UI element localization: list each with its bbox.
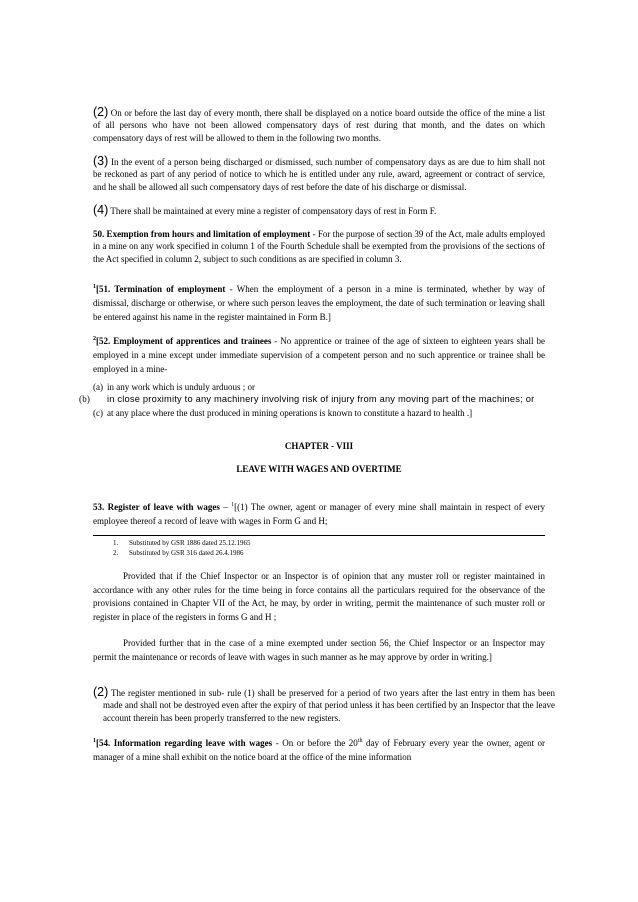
footnote-number: 2.	[113, 549, 119, 557]
section-51-text: - When the employment of a person in a mine is terminated, whether by way of dismissal, discharge or otherwise, or where such person leaves the employment, the date of such termination or leaving shall be entered against his name in the register maintained in Form B.]	[93, 284, 546, 322]
section-52-footnote-ref: 2	[93, 336, 96, 342]
section-50-text: - For the purpose of section 39 of the Act, male adults employed in a mine on any work specified in column 1 of the Fourth Schedule shall be exempted from the provisions of the sections of the Act specified in column 2, subject to such conditions as are specified in column 3.	[93, 229, 545, 264]
footnote-2	[113, 548, 244, 558]
list-item-label: (c)	[93, 407, 103, 418]
rule-3-text: In the event of a person being discharged or dismissed, such number of compensatory days as are due to him shall not be reckoned as part of any period of notice to which he is entitled under any rule, award, agreement or contract of service, and he shall be allowed all such compensatory days of rest before the date of his discharge or dismissal.	[93, 157, 545, 192]
section-54-paragraph	[93, 736, 545, 764]
list-item-text: at any place where the dust produced in mining operations is known to constitute a hazard to health .]	[107, 407, 473, 418]
list-item-text: in close proximity to any machinery involving risk of injury from any moving part of the machines; or	[107, 394, 535, 404]
list-item	[79, 394, 545, 406]
rule-4-paragraph	[93, 204, 545, 217]
section-53-2-paragraph	[93, 686, 555, 724]
footnote-number: 1.	[113, 539, 119, 547]
section-53-paragraph	[93, 500, 545, 528]
footnote-divider	[93, 535, 545, 536]
chapter-title: CHAPTER - VIII	[284, 441, 354, 451]
rule-3-number: (3)	[93, 154, 109, 168]
list-item-label: (a)	[93, 382, 103, 392]
section-50-heading: 50. Exemption from hours and limitation of employment	[93, 229, 311, 239]
chapter-subtitle: LEAVE WITH WAGES AND OVERTIME	[236, 464, 402, 474]
section-54-text-a: - On or before the 20	[272, 738, 358, 748]
rule-4-text: There shall be maintained at every mine a register of compensatory days of rest in Form F.	[108, 206, 437, 216]
section-51-paragraph	[93, 282, 545, 324]
rule-3-paragraph	[93, 155, 545, 193]
list-item-label: (b)	[79, 394, 91, 404]
section-51-footnote-ref: 1	[93, 284, 96, 290]
section-53-2-text: The register mentioned in sub- rule (1) shall be preserved for a period of two years after the last entry in them has been made and shall not be destroyed even after the expiry of that period unless it has been certified by an Inspector that the leave account therein has been properly transferred to the new registers.	[103, 688, 555, 723]
section-54-footnote-ref: 1	[93, 738, 96, 744]
rule-2-text: On or before the last day of every month, there shall be displayed on a notice board outside the office of the mine a list of all persons who have not been allowed compensatory days of rest during that month, and the dates on which compensatory days of rest will be allowed to them in the following two months.	[93, 108, 545, 143]
rule-2-paragraph	[93, 106, 545, 144]
section-54-ordinal: th	[357, 738, 363, 744]
proviso-1: Provided that if the Chief Inspector or an Inspector is of opinion that any muster roll or register maintained in accordance with any other rules for the time being in force contains all the particulars required for the observance of the provisions contained in Chapter VII of the Act, he may, by order in writing, permit the maintenance of such muster roll or register in place of the registers in forms G and H ;	[93, 571, 545, 622]
section-53-heading: 53. Register of leave with wages	[93, 502, 220, 512]
section-54-text-b: day of February every year the owner, agent or manager of a mine shall exhibit on the notice board at the office of the mine information	[93, 738, 545, 762]
section-54-heading: [54. Information regarding leave with wages	[96, 738, 273, 748]
rule-2-number: (2)	[93, 105, 109, 119]
section-52-text: - No apprentice or trainee of the age of sixteen to eighteen years shall be employed in a mine except under immediate supervision of a competent person and no such apprentice or trainee shall be employed in a mine-	[93, 336, 546, 374]
list-item-text: in any work which is unduly arduous ; or	[107, 382, 255, 392]
rule-4-number: (4)	[93, 203, 109, 217]
section-53-dash: –	[219, 502, 232, 512]
footnote-text: Substituted by GSR 1886 dated 25.12.1965	[129, 539, 251, 547]
section-51-heading: [51. Termination of employment	[96, 284, 226, 294]
section-52-list	[79, 381, 545, 420]
section-53-2-number: (2)	[93, 685, 109, 699]
list-item	[93, 406, 545, 420]
section-52-paragraph	[93, 334, 545, 376]
footnote-text: Substituted by GSR 316 dated 26.4.1986	[129, 549, 244, 557]
section-52-heading: [52. Employment of apprentices and trainees	[96, 336, 272, 346]
section-53-footnote-ref: 1	[231, 502, 235, 508]
list-item	[93, 381, 545, 394]
footnote-1	[113, 538, 251, 548]
proviso-2: Provided further that in the case of a mine exempted under section 56, the Chief Inspector or an Inspector may permit the maintenance or records of leave with wages in such manner as he may approve by order in writing.]	[93, 638, 545, 662]
section-53-text: [(1) The owner, agent or manager of every mine shall maintain in respect of every employee thereof a record of leave with wages in Form G and H;	[93, 502, 545, 526]
section-50-paragraph	[93, 228, 545, 265]
